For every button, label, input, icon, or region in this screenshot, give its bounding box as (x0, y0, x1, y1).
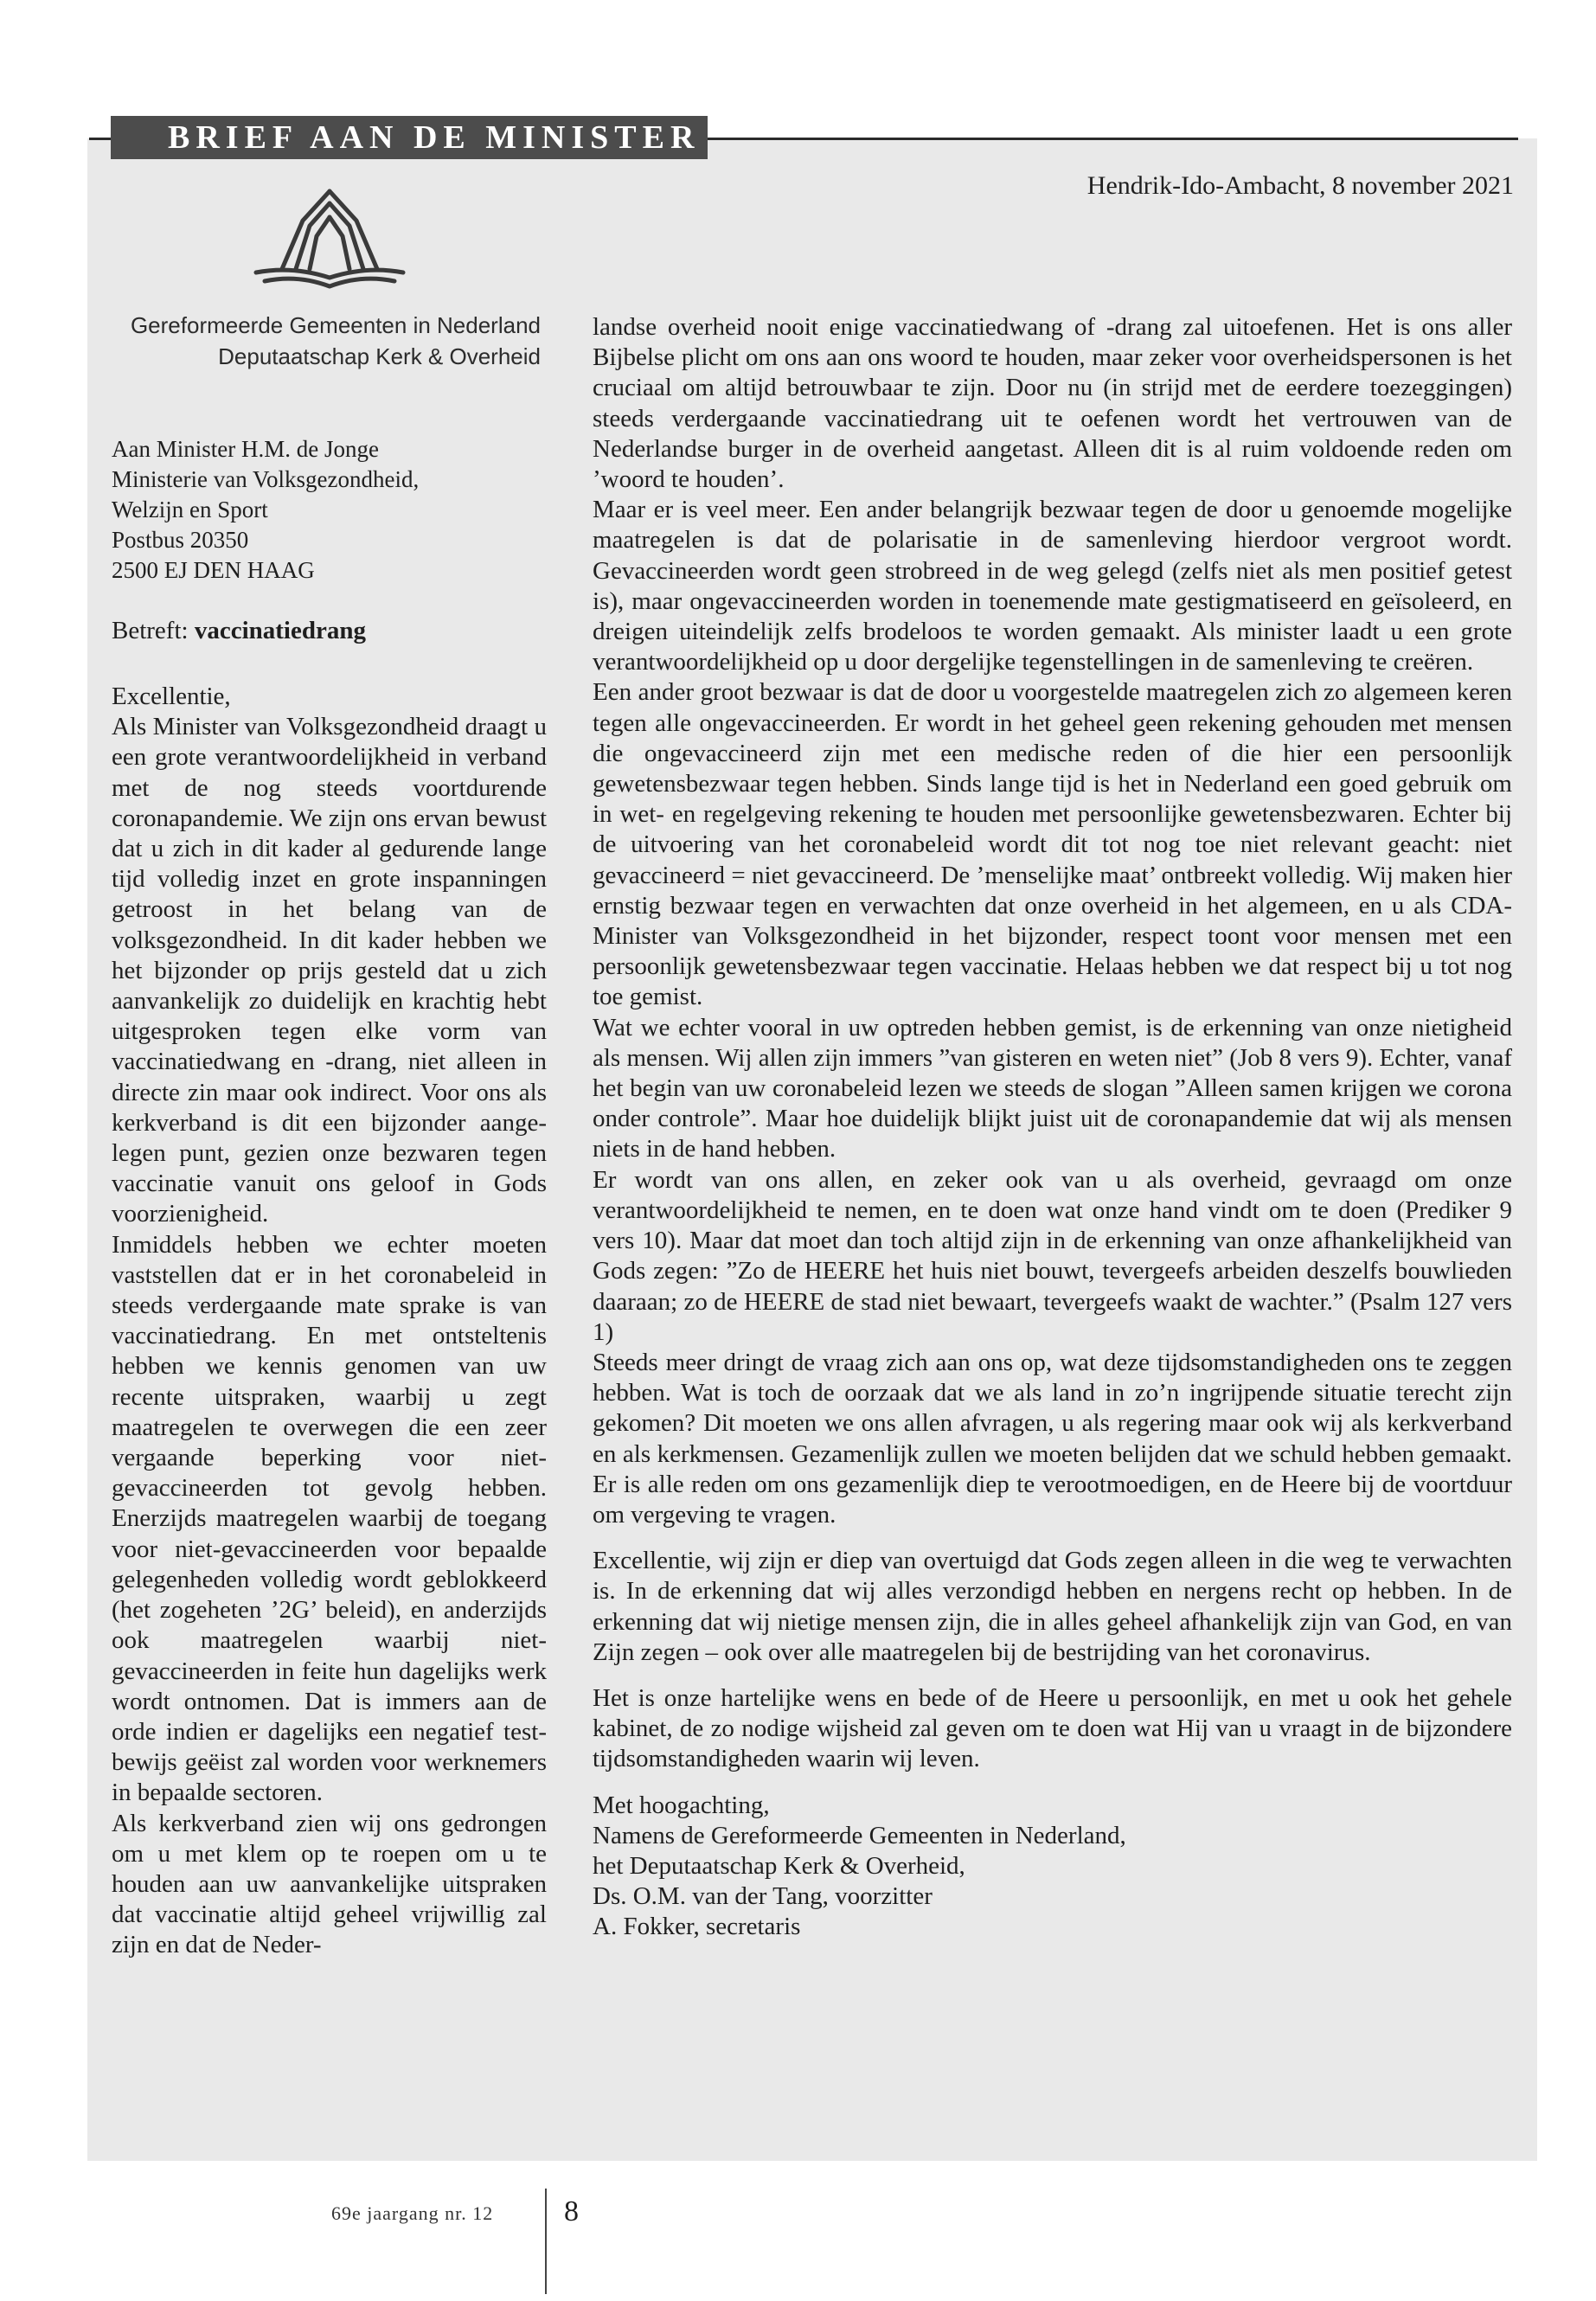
recipient-address (112, 434, 419, 586)
paragraph: Er wordt van ons allen, en zeker ook van u als overheid, gevraagd om onze verantwoordelijkheid te nemen, en te doen wat onze hand vindt om te doen (Prediker 9 vers 10). Maar dat moet dan toch altijd zijn in de erkenning van onze afhankelijkheid van Gods zegen: ”Zo de HEERE het huis niet bouwt, tevergeefs arbeiden deszelfs bouwlieden daaraan; zo de HEERE de stad niet bewaart, tevergeefs waakt de wachter.” (Psalm 127 vers 1) (593, 1165, 1512, 1346)
salutation: Excellentie, (112, 683, 231, 710)
paragraph: Excellentie, wij zijn er diep van overtuigd dat Gods zegen alleen in die weg te verwachten is. In de erkenning dat wij alles verzondigd hebben en nergens recht op hebben. In de erkenning dat wij nietige mensen zijn, die in alles geheel afhankelijk zijn van God, en van Zijn zegen – ook over alle maatregelen bij de bestrijding van het coronavirus. (593, 1547, 1512, 1666)
paragraph: Maar er is veel meer. Een ander belangrijk bezwaar tegen de door u genoemde mogelijke maatregelen is dat de polarisatie in de samenleving hierdoor vergroot wordt. Gevaccineerden wordt geen strobreed in de weg gelegd (zelfs niet als men positief getest is), maar ongevaccineerden worden in toenemende mate gestigmatiseerd en geïsoleerd, en dreigen uiteindelijk zelfs brodeloos te worden gemaakt. Als minister laadt u een grote verantwoordelijkheid op u door dergelijke tegenstellingen in de samenleving te creëren. (593, 496, 1512, 676)
subject-line (112, 617, 366, 645)
sender-department: Deputaatschap Kerk & Overheid (218, 343, 541, 369)
section-label: BRIEF AAN DE MINISTER (111, 116, 708, 159)
page-number: 8 (564, 2195, 579, 2227)
church-book-logo-icon (253, 186, 407, 290)
signatory-secretary: A. Fokker, secretaris (593, 1913, 801, 1941)
paragraph: Als Minister van Volksgezondheid draagt u een grote verantwoordelijkheid in verband met de nog steeds voortdurende coronapandemie. We zijn ons ervan bewust dat u zich in dit kader al gedurende lange tijd volledig inzet en grote inspanningen getroost in het belang van de volksgezondheid. In dit kader hebben we het bijzonder op prijs gesteld dat u zich aanvankelijk zo duidelijk en krachtig hebt uitgesproken tegen elke vorm van vaccinatiedwang en -drang, niet alleen in directe zin maar ook indirect. Voor ons als kerkverband is dit een bijzonder aangelegen punt, gezien onze bezwaren tegen vaccinatie vanuit ons geloof in Gods voorzienigheid. (112, 713, 547, 1228)
subject-label: Betreft: (112, 617, 189, 644)
address-line: Aan Minister H.M. de Jonge (112, 436, 379, 462)
place-date: Hendrik-Ido-Ambacht, 8 november 2021 (1086, 171, 1514, 200)
subject-value: vaccinatiedrang (194, 617, 366, 644)
left-column (112, 682, 547, 1961)
signatory-chair: Ds. O.M. van der Tang, voorzitter (593, 1882, 933, 1911)
closing-line: Met hoogachting, (593, 1791, 770, 1819)
address-line: Ministerie van Volksgezondheid, (112, 466, 420, 492)
closing-line: Namens de Gereformeerde Gemeenten in Nederland, (593, 1821, 1126, 1849)
paragraph: landse overheid nooit enige vaccinatiedwang of -drang zal uitoefenen. Het is ons aller Bijbelse plicht om ons aan ons woord te houden, maar zeker voor overheidspersonen is het cruciaal om altijd betrouwbaar te zijn. Door nu (in strijd met de eerdere toezeggingen) steeds verdergaande vaccinatiedrang uit te oefenen wordt het vertrouwen van de Nederlandse burger in de overheid aangetast. Alleen dit is al ruim voldoende reden om ’woord te houden’. (593, 313, 1512, 494)
right-column (593, 312, 1512, 1943)
paragraph: Steeds meer dringt de vraag zich aan ons op, wat deze tijdsomstandigheden ons te zeggen hebben. Wat is toch de oorzaak dat we als land in zo’n ingrijpende situatie terecht zijn gekomen? Dit moeten we ons allen afvragen, u als regering maar ook wij als kerkverband en als kerkmensen. Gezamenlijk zullen we moeten belijden dat we schuld hebben gemaakt. Er is alle reden om ons gezamenlijk diep te verootmoedigen, en de Heere bij de voortduur om vergeving te vragen. (593, 1348, 1512, 1529)
address-line: Postbus 20350 (112, 527, 249, 553)
paragraph: Als kerkverband zien wij ons gedrongen om u met klem op te roepen om u te houden aan uw aanvankelijke uitspraken dat vaccinatie altijd geheel vrijwillig zal zijn en dat de Neder- (112, 1809, 547, 1959)
paragraph: Wat we echter vooral in uw optreden hebben gemist, is de erkenning van onze nietigheid als mensen. Wij allen zijn immers ”van gisteren en weten niet” (Job 8 vers 9). Echter, vanaf het begin van uw coronabeleid lezen we steeds de slogan ”Alleen samen krijgen we corona onder controle”. Maar hoe duidelijk blijkt juist uit de coronapandemie dat wij als mensen niets in de hand hebben. (593, 1013, 1512, 1163)
paragraph: Inmiddels hebben we echter moeten vaststellen dat er in het coronabeleid in steeds verdergaande mate sprake is van vaccinatiedrang. En met ontsteltenis hebben we kennis genomen van uw recente uitspraken, waarbij u zegt maatregelen te overwegen die een zeer vergaande beperking voor niet-gevaccineerden tot gevolg hebben. Enerzijds maatregelen waarbij de toegang voor niet-gevaccineerden voor bepaalde gelegenheden volledig wordt geblokkeerd (het zogeheten ’2G’ beleid), en anderzijds ook maatregelen waarbij niet-gevaccineerden in feite hun dagelijks werk wordt ontnomen. Dat is immers aan de orde indien er dagelijks een negatief testbewijs geëist zal worden voor werknemers in bepaalde sectoren. (112, 1230, 547, 1807)
sender-organization: Gereformeerde Gemeenten in Nederland (130, 312, 541, 338)
address-line: Welzijn en Sport (112, 497, 268, 522)
paragraph: Het is onze hartelijke wens en bede of de Heere u persoonlijk, en met u ook het gehele kabinet, de zo nodige wijsheid zal geven om te doen wat Hij van u vraagt in de bijzondere tijdsomstandigheden waarin wij leven. (593, 1683, 1512, 1773)
journal-issue: 69e jaargang nr. 12 (331, 2202, 494, 2224)
closing-line: het Deputaatschap Kerk & Overheid, (593, 1851, 965, 1880)
footer-divider (545, 2189, 547, 2294)
paragraph: Een ander groot bezwaar is dat de door u voorgestelde maatregelen zich zo algemeen keren tegen alle ongevaccineerden. Er wordt in het geheel geen rekening gehouden met mensen die ongevaccineerd zijn met een medische reden of die hier een persoonlijk gewetensbezwaar tegen hebben. Sinds lange tijd is het in Nederland een goed gebruik om in wet- en regelgeving rekening te houden met persoonlijke gewetensbezwaren. Echter bij de uitvoering van het coronabeleid wordt dit tot nog toe niet relevant geacht: niet gevaccineerd = niet gevaccineerd. De ’menselijke maat’ ontbreekt volledig. Wij maken hier ernstig bezwaar tegen en verwachten dat onze overheid in het algemeen, en u als CDA-Minister van Volksgezondheid in het bijzonder, respect toont voor mensen met een persoonlijk gewetensbezwaar tegen vaccinatie. Helaas hebben we dat respect bij u tot nog toe gemist. (593, 678, 1512, 1011)
address-line: 2500 EJ DEN HAAG (112, 557, 315, 583)
